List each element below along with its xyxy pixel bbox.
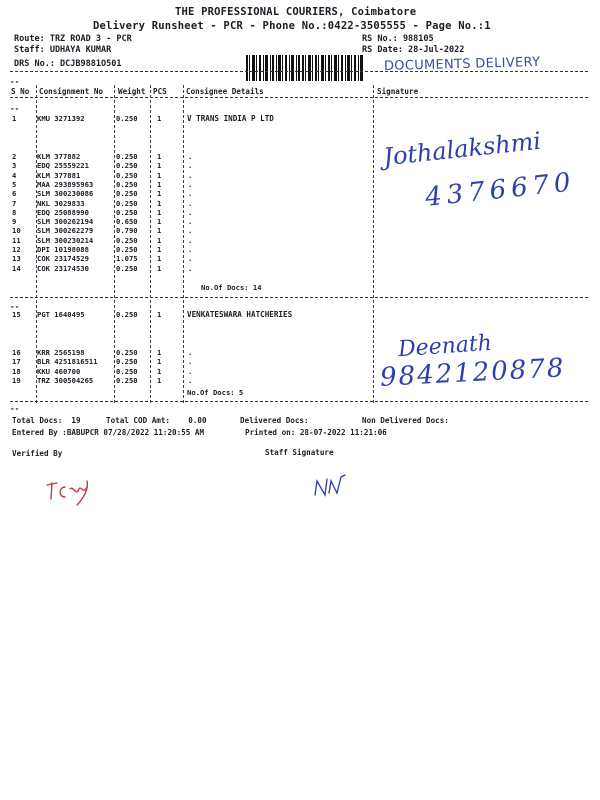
col-pcs: PCS bbox=[153, 87, 167, 96]
cell-sno: 1 bbox=[12, 114, 17, 123]
cell-consignee: . bbox=[188, 235, 193, 245]
table-row bbox=[0, 310, 600, 319]
cell-sno: 4 bbox=[12, 170, 17, 180]
cell-sno: 14 bbox=[12, 263, 21, 273]
table-row bbox=[0, 254, 600, 263]
cell-pcs: 1 bbox=[157, 179, 162, 189]
cell-pcs: 1 bbox=[157, 254, 162, 264]
cell-pcs: 1 bbox=[157, 189, 162, 199]
total-docs: Total Docs: 19 bbox=[12, 416, 81, 425]
cell-sno: 10 bbox=[12, 226, 21, 236]
cell-pcs: 1 bbox=[157, 170, 162, 180]
cell-sno: 2 bbox=[12, 152, 17, 161]
cell-pcs: 1 bbox=[157, 310, 162, 319]
cell-pcs: 1 bbox=[157, 207, 162, 217]
divider bbox=[10, 401, 588, 402]
col-consignment: Consignment No bbox=[39, 87, 104, 96]
cell-pcs: 1 bbox=[157, 114, 162, 123]
cell-weight: 0.790 bbox=[116, 226, 138, 236]
cell-consignee: . bbox=[188, 217, 193, 227]
cell-consignment: EDQ 25559221 bbox=[37, 161, 89, 171]
cell-weight: 0.250 bbox=[116, 189, 138, 199]
cell-consignment: NKL 3029833 bbox=[37, 198, 85, 208]
table-row bbox=[0, 161, 600, 170]
cell-weight: 0.250 bbox=[116, 161, 138, 171]
cell-pcs: 1 bbox=[157, 235, 162, 245]
cell-consignee: . bbox=[188, 179, 193, 189]
cell-consignee: . bbox=[188, 375, 193, 385]
cell-consignment: COK 23174529 bbox=[37, 254, 89, 264]
cell-consignment: EDQ 25088990 bbox=[37, 207, 89, 217]
cell-weight: 0.250 bbox=[116, 310, 138, 319]
runsheet-subtitle: Delivery Runsheet - PCR - Phone No.:0422-3505555 - Page No.:1 bbox=[93, 20, 491, 32]
cell-consignment: KMU 3271392 bbox=[37, 114, 85, 123]
cell-weight: 0.250 bbox=[116, 207, 138, 217]
cell-consignment: SLM 300230086 bbox=[37, 189, 94, 199]
cell-pcs: 1 bbox=[157, 366, 162, 376]
table-row bbox=[0, 208, 600, 217]
cell-consignment: KLM 377882 bbox=[37, 152, 81, 161]
verified-by-label: Verified By bbox=[12, 449, 63, 458]
cell-weight: 0.250 bbox=[116, 375, 138, 385]
non-delivered-docs: Non Delivered Docs: bbox=[362, 416, 449, 425]
cell-consignee: . bbox=[188, 263, 193, 273]
cell-sno: 12 bbox=[12, 245, 21, 254]
cell-consignee: . bbox=[188, 348, 193, 357]
receiver-signature: Deenath bbox=[397, 330, 493, 363]
entered-by: Entered By :BABUPCR 07/28/2022 11:20:55 AM bbox=[12, 428, 205, 437]
cell-weight: 0.250 bbox=[116, 235, 138, 245]
cell-consignee: . bbox=[188, 207, 193, 217]
cell-consignee: . bbox=[188, 357, 193, 367]
cell-sno: 16 bbox=[12, 348, 21, 357]
cell-sno: 8 bbox=[12, 207, 17, 217]
cell-consignee: . bbox=[188, 170, 193, 180]
rs-number: RS No.: 988105 bbox=[362, 34, 434, 44]
staff-signature-label: Staff Signature bbox=[265, 448, 334, 457]
verifier-signature-icon bbox=[24, 458, 103, 511]
cell-sno: 9 bbox=[12, 217, 17, 227]
cell-weight: 0.250 bbox=[116, 179, 138, 189]
cell-consignee: . bbox=[188, 245, 193, 254]
barcode-icon bbox=[227, 36, 345, 62]
cell-weight: 0.250 bbox=[116, 366, 138, 376]
cell-sno: 13 bbox=[12, 254, 21, 264]
col-sno: S No bbox=[11, 87, 30, 96]
cell-pcs: 1 bbox=[157, 357, 162, 367]
cell-sno: 11 bbox=[12, 235, 21, 245]
cell-consignment: MAA 293895963 bbox=[37, 179, 94, 189]
cell-consignment: DPI 10198088 bbox=[37, 245, 89, 254]
receiver-phone: 4376670 bbox=[423, 167, 577, 213]
col-signature: Signature bbox=[377, 87, 419, 96]
table-row bbox=[0, 245, 600, 254]
cell-consignment: SLM 300262279 bbox=[37, 226, 94, 236]
cell-weight: 1.075 bbox=[116, 254, 138, 264]
cell-pcs: 1 bbox=[157, 152, 162, 161]
cell-consignment: TRZ 300504265 bbox=[37, 375, 94, 385]
route: Route: TRZ ROAD 3 - PCR bbox=[14, 34, 132, 44]
cell-consignment: BLR 4251816511 bbox=[37, 357, 98, 367]
receiver-signature: Jothalakshmi bbox=[381, 126, 543, 172]
cell-consignee: . bbox=[188, 189, 193, 199]
printed-on: Printed on: 28-07-2022 11:21:06 bbox=[245, 428, 387, 437]
cell-sno: 3 bbox=[12, 161, 17, 171]
cell-consignee: . bbox=[188, 198, 193, 208]
cell-sno: 5 bbox=[12, 179, 17, 189]
cell-pcs: 1 bbox=[157, 348, 162, 357]
cell-sno: 7 bbox=[12, 198, 17, 208]
cell-consignment: KKU 460700 bbox=[37, 366, 81, 376]
company-title: THE PROFESSIONAL COURIERS, Coimbatore bbox=[175, 6, 417, 18]
cell-weight: 0.650 bbox=[116, 217, 138, 227]
table-row bbox=[0, 236, 600, 245]
cell-consignee: . bbox=[188, 152, 193, 161]
cell-weight: 0.250 bbox=[116, 245, 138, 254]
cell-consignment: SLM 300262194 bbox=[37, 217, 94, 227]
divider bbox=[10, 297, 588, 298]
documents-delivery-stamp: DOCUMENTS DELIVERY bbox=[383, 54, 541, 75]
col-weight: Weight bbox=[118, 87, 146, 96]
cell-sno: 15 bbox=[12, 310, 21, 319]
cell-weight: 0.250 bbox=[116, 170, 138, 180]
staff-name: Staff: UDHAYA KUMAR bbox=[14, 45, 112, 55]
delivered-docs: Delivered Docs: bbox=[240, 416, 309, 425]
cell-consignee: . bbox=[188, 366, 193, 376]
cell-pcs: 1 bbox=[157, 161, 162, 171]
cell-sno: 18 bbox=[12, 366, 21, 376]
cell-sno: 6 bbox=[12, 189, 17, 199]
cell-pcs: 1 bbox=[157, 245, 162, 254]
docs-count: No.Of Docs: 5 bbox=[187, 388, 244, 397]
cell-pcs: 1 bbox=[157, 263, 162, 273]
drs-number: DRS No.: DCJB9881O501 bbox=[14, 59, 122, 69]
cell-consignment: PGT 1640495 bbox=[37, 310, 85, 319]
cell-consignment: COK 23174530 bbox=[37, 263, 89, 273]
table-row bbox=[0, 226, 600, 235]
table-row bbox=[0, 264, 600, 273]
table-row bbox=[0, 114, 600, 123]
cell-pcs: 1 bbox=[157, 226, 162, 236]
docs-count: No.Of Docs: 14 bbox=[201, 283, 262, 292]
cell-pcs: 1 bbox=[157, 217, 162, 227]
receiver-phone: 9842120878 bbox=[379, 353, 567, 393]
divider bbox=[10, 97, 588, 98]
cell-weight: 0.250 bbox=[116, 114, 138, 123]
cell-pcs: 1 bbox=[157, 375, 162, 385]
table-row bbox=[0, 217, 600, 226]
cell-weight: 0.250 bbox=[116, 198, 138, 208]
col-consignee: Consignee Details bbox=[186, 87, 264, 96]
cell-consignment: KLM 377881 bbox=[37, 170, 81, 180]
cell-weight: 0.250 bbox=[116, 348, 138, 357]
cell-weight: 0.250 bbox=[116, 357, 138, 367]
cell-pcs: 1 bbox=[157, 198, 162, 208]
staff-signature-icon bbox=[292, 452, 361, 505]
cell-sno: 19 bbox=[12, 375, 21, 385]
cell-consignment: KRR 2565198 bbox=[37, 348, 85, 357]
cell-consignee: . bbox=[188, 254, 193, 264]
divider bbox=[10, 71, 588, 72]
cell-weight: 0.250 bbox=[116, 263, 138, 273]
cell-consignee: . bbox=[188, 161, 193, 171]
consignee-name: V TRANS INDIA P LTD bbox=[187, 114, 274, 123]
total-cod: Total COD Amt: 0.00 bbox=[106, 416, 207, 425]
consignee-name: VENKATESWARA HATCHERIES bbox=[187, 310, 293, 319]
cell-consignee: . bbox=[188, 226, 193, 236]
cell-consignment: SLM 300230214 bbox=[37, 235, 94, 245]
cell-sno: 17 bbox=[12, 357, 21, 367]
cell-weight: 0.250 bbox=[116, 152, 138, 161]
rs-date: RS Date: 28-Jul-2022 bbox=[362, 45, 465, 55]
